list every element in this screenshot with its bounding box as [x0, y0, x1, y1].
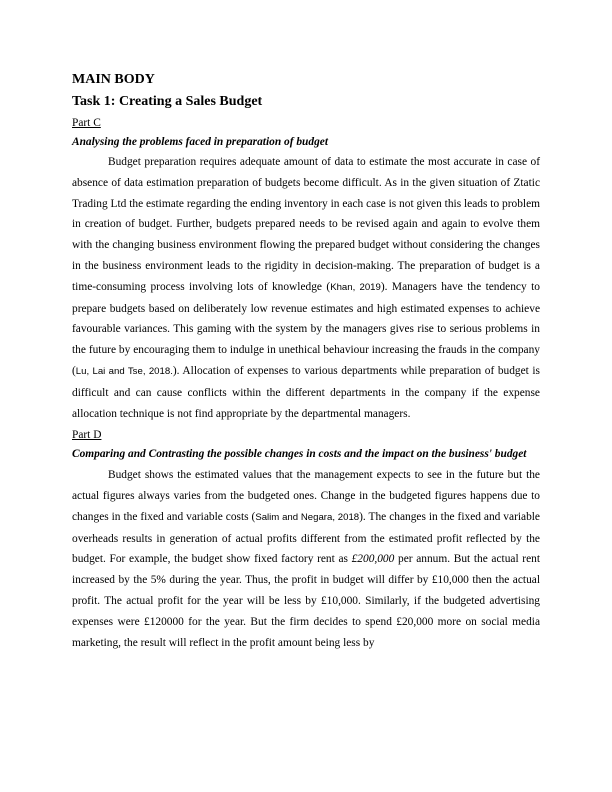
text-run: per annum. But the actual rent increased by the 5% during the year. Thus, the profit in budget will differ by £10,000 then the actual profit. The actual profit for the year will be less by £10,000. Similarly, if the budgeted advertising expenses were £120000 for the year. But the firm decides to spend £20,000 more on social media marketing, the result will reflect in the profit amount being less by [72, 553, 540, 649]
part-d-subheading: Comparing and Contrasting the possible changes in costs and the impact on the business' budget [72, 448, 527, 461]
part-d-label: Part D [72, 429, 102, 442]
part-c-subheading: Analysing the problems faced in preparation of budget [72, 136, 328, 148]
part-c-paragraph [72, 152, 540, 424]
citation: Salim and Negara, 2018 [255, 511, 360, 523]
text-run: Budget shows the estimated values that the management expects to see in the future but the actual figures always varies from the budgeted ones. Change in the budgeted figures happens due to changes in the fixed and variable costs ( [72, 469, 540, 523]
text-run: Budget preparation requires adequate amount of data to estimate the most accurate in case of absence of data estimation preparation of budgets become difficult. As in the given situation of Ztatic Trading Ltd the estimate regarding the ending inventory in each case is not given this leads to problem in creation of budget. Further, budgets prepared needs to be revised again and again to evolve them with the changing business environment flowing the prepared budget without considering the changes in the business environment leads to the rigidity in decision-making. The preparation of budget is a time-consuming process involving lots of knowledge ( [72, 156, 540, 293]
part-d-paragraph [72, 465, 540, 653]
part-c-label: Part C [72, 117, 101, 129]
citation: Lu, Lai and Tse, 2018. [75, 365, 173, 377]
document-page [72, 66, 540, 653]
text-run: ). Managers have the tendency to prepare budgets based on deliberately low revenue estimates and high estimated expenses to achieve favourable variances. This gaming with the system by the managers gives rise to serious problems in the future by encouraging them to indulge in unethical behaviour increasing the frauds in the company ( [72, 280, 540, 377]
text-run: ). Allocation of expenses to various departments while preparation of budget is difficult and can cause conflicts within the different departments in the company if the expense allocation technique is not find appropriate by the departmental managers. [72, 364, 540, 420]
citation: Khan, 2019 [330, 281, 381, 293]
task-heading: Task 1: Creating a Sales Budget [72, 94, 263, 109]
main-body-heading: MAIN BODY [72, 72, 155, 87]
text-run: ). The changes in the fixed and variable overheads results in generation of actual profits different from the estimated profit reflected by the budget. For example, the budget show fixed factory rent as [72, 510, 540, 566]
emphasis: £200,000 [351, 553, 395, 566]
